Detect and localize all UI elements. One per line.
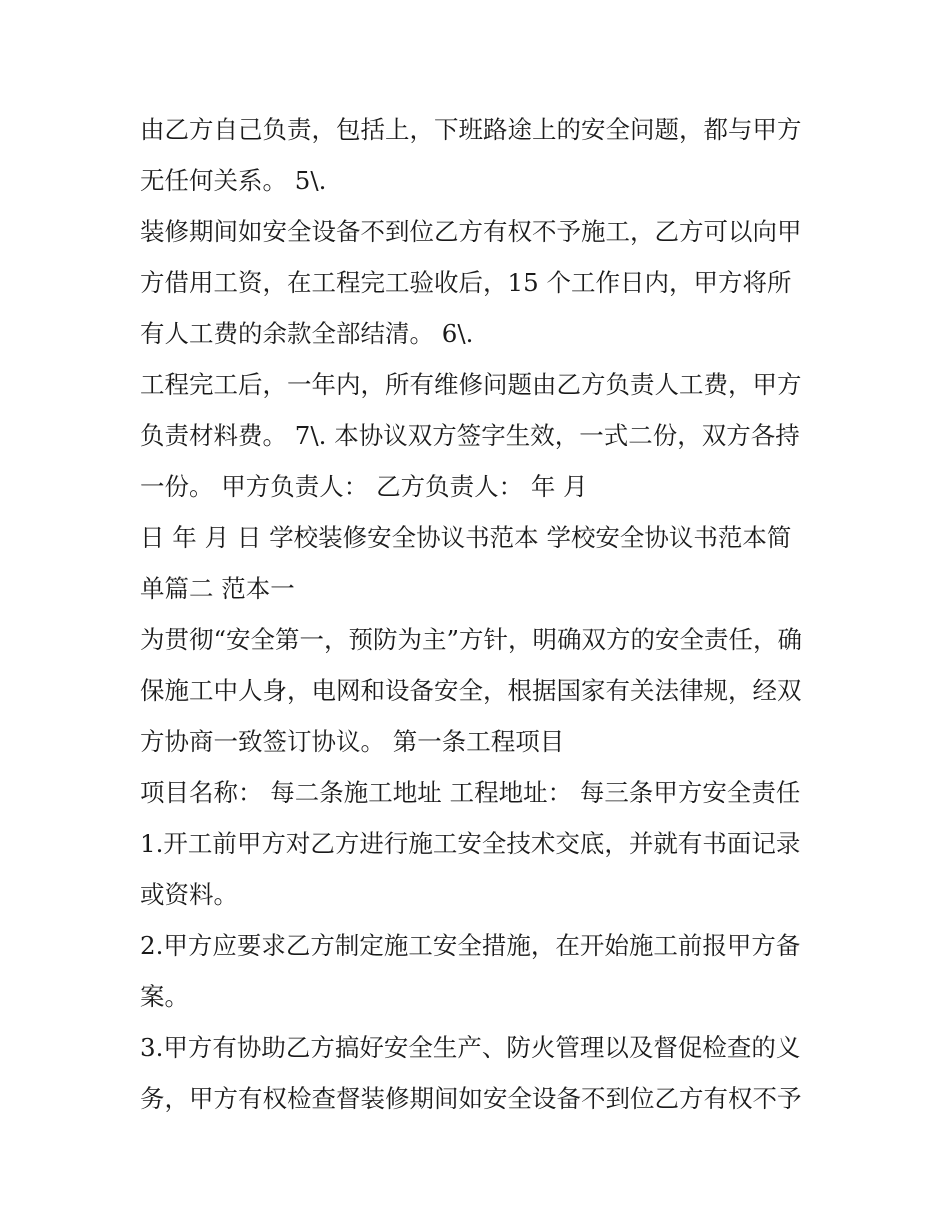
text-line: 案。 [140, 982, 189, 1011]
text-line: 无任何关系。 5\. [140, 166, 327, 195]
text-line: 方借用工资，在工程完工验收后，15 个工作日内，甲方将所 [140, 268, 792, 297]
text-line: 由乙方自己负责，包括上，下班路途上的安全问题，都与甲方 [140, 115, 802, 144]
text-line: 务，甲方有权检查督装修期间如安全设备不到位乙方有权不予 [140, 1084, 802, 1113]
text-line: 项目名称： 每二条施工地址 工程地址： 每三条甲方安全责任 [140, 778, 801, 807]
text-line: 单篇二 范本一 [140, 574, 295, 603]
text-line: 3.甲方有协助乙方搞好安全生产、防火管理以及督促检查的义 [140, 1033, 801, 1062]
text-line: 负责材料费。 7\. 本协议双方签字生效，一式二份，双方各持 [140, 421, 800, 450]
text-line: 工程完工后，一年内，所有维修问题由乙方负责人工费，甲方 [140, 370, 802, 399]
text-line: 1.开工前甲方对乙方进行施工安全技术交底，并就有书面记录 [140, 829, 801, 858]
text-line: 为贯彻“安全第一，预防为主”方针，明确双方的安全责任，确 [140, 625, 803, 654]
document-body [140, 104, 820, 1124]
text-line: 日 年 月 日 学校装修安全协议书范本 学校安全协议书范本简 [140, 523, 792, 552]
text-line: 保施工中人身，电网和设备安全，根据国家有关法律规，经双 [140, 676, 802, 705]
text-line: 或资料。 [140, 880, 238, 909]
text-line: 装修期间如安全设备不到位乙方有权不予施工，乙方可以向甲 [140, 217, 802, 246]
text-line: 有人工费的余款全部结清。 6\. [140, 319, 474, 348]
text-line: 方协商一致签订协议。 第一条工程项目 [140, 727, 565, 756]
text-line: 2.甲方应要求乙方制定施工安全措施，在开始施工前报甲方备 [140, 931, 801, 960]
text-line: 一份。 甲方负责人： 乙方负责人： 年 月 [140, 472, 588, 501]
